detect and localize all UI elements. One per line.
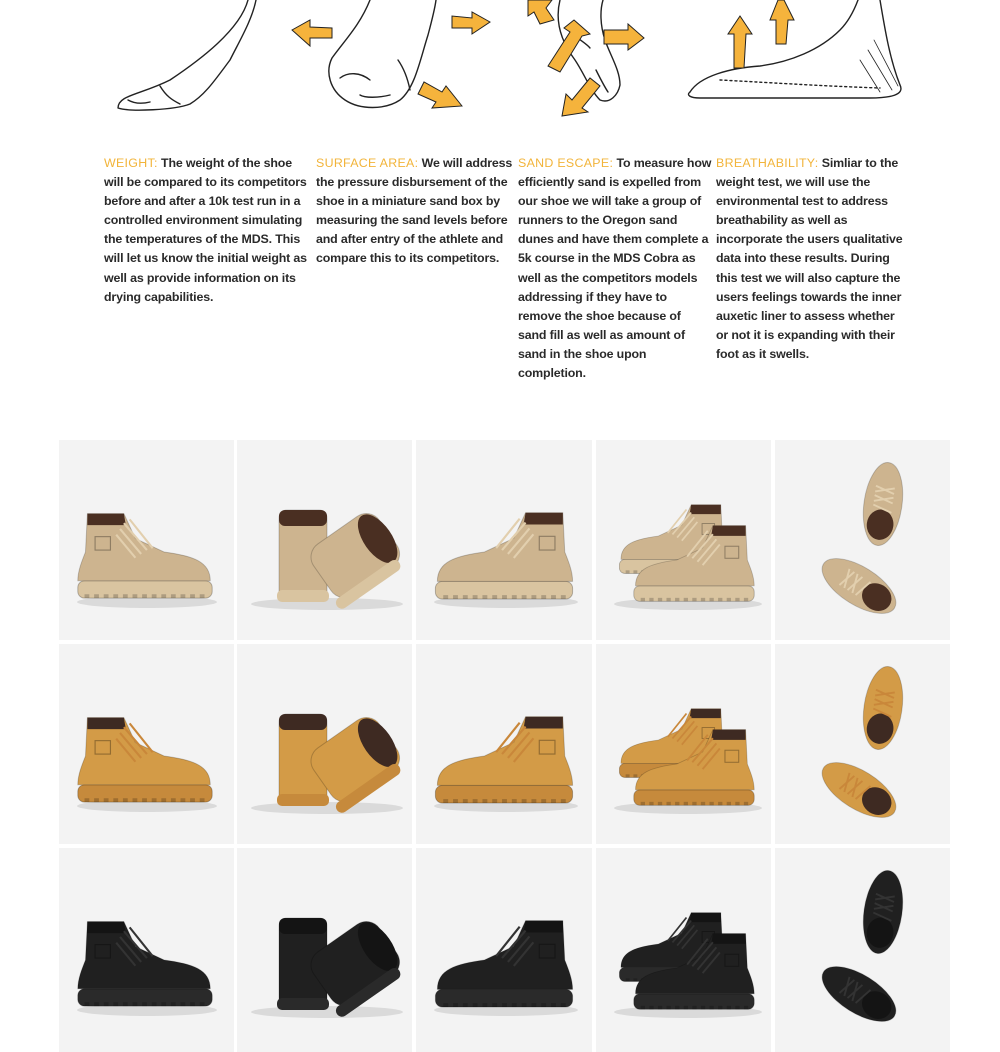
arrow-icon xyxy=(292,20,332,46)
black-boot-top-view xyxy=(775,848,950,1052)
arrow-icon xyxy=(728,16,752,68)
boot-shape xyxy=(78,922,212,1006)
foot-sketch-illustration xyxy=(0,0,1000,130)
boot-photo xyxy=(596,440,771,640)
boot-shape xyxy=(435,717,572,803)
sand-boot-pair-three-quarter-view xyxy=(596,440,771,640)
black-boot-heel-pair-view xyxy=(237,848,412,1052)
boot-shape xyxy=(858,868,907,956)
wheat-boot-side-view-right xyxy=(416,644,592,844)
sand-boot-heel-pair-view xyxy=(237,440,412,640)
weight-label: WEIGHT: xyxy=(104,156,158,170)
breathability-column: BREATHABILITY: Simliar to the weight test, we will use the environmental test to address breathability as well as incorporate the users qualitative data into these results. During this test we will also capture the users feelings towards the inner auxetic liner to assess whether or not it is expanding with their foot as it swells. xyxy=(716,156,903,361)
boot-photo xyxy=(237,848,412,1052)
boot-photo xyxy=(237,644,412,844)
boot-shape xyxy=(435,921,572,1007)
sand-escape-label: SAND ESCAPE: xyxy=(518,156,614,170)
boot-shape xyxy=(78,514,212,598)
arrow-icon xyxy=(604,24,644,50)
boot-photo xyxy=(59,440,234,640)
wheat-boot-pair-three-quarter-view xyxy=(596,644,771,844)
boot-photo-grid xyxy=(59,440,950,1052)
boot-shape xyxy=(858,664,907,752)
wheat-boot-top-view xyxy=(775,644,950,844)
black-boot-side-view-right xyxy=(416,848,592,1052)
arrow-icon xyxy=(562,78,600,116)
sand-boot-side-view-right xyxy=(416,440,592,640)
weight-column: WEIGHT: The weight of the shoe will be compared to its competitors before and after a 10k test run in a controlled environment simulating the temperatures of the MDS. This will let us know the initial weight as well as provide information on its drying capabilities. xyxy=(104,156,307,304)
boot-photo xyxy=(775,644,950,844)
boot-shape xyxy=(813,548,904,625)
arrow-icon xyxy=(770,0,794,44)
boot-photo xyxy=(59,848,234,1052)
boot-photo xyxy=(596,644,771,844)
boot-shape xyxy=(78,718,212,802)
boot-photo xyxy=(775,848,950,1052)
sand-boot-side-view xyxy=(59,440,234,640)
arrow-icon xyxy=(528,0,554,24)
boot-shape xyxy=(813,752,904,829)
boot-photo xyxy=(416,440,592,640)
sand-escape-column: SAND ESCAPE: To measure how efficiently sand is expelled from our shoe we will take a group of runners to the Oregon sand dunes and have them complete a 5k course in the MDS Cobra as well as the competitors models addressing if they have to remove the shoe because of sand fill as well as amount of sand in the shoe upon completion. xyxy=(518,156,712,381)
boot-shape xyxy=(435,513,572,599)
black-boot-side-view xyxy=(59,848,234,1052)
wheat-boot-heel-pair-view xyxy=(237,644,412,844)
boot-shape xyxy=(858,460,907,548)
boot-photo xyxy=(775,440,950,640)
arrow-icon xyxy=(452,12,490,34)
sand-boot-top-view xyxy=(775,440,950,640)
surface-area-label: SURFACE AREA: xyxy=(316,156,419,170)
boot-photo xyxy=(596,848,771,1052)
arrow-icon xyxy=(548,20,590,72)
breathability-label: BREATHABILITY: xyxy=(716,156,819,170)
black-boot-pair-three-quarter-view xyxy=(596,848,771,1052)
boot-photo xyxy=(416,848,592,1052)
foot-sketch-1 xyxy=(118,0,256,110)
test-method-columns xyxy=(0,154,1000,394)
boot-photo xyxy=(416,644,592,844)
boot-shape xyxy=(813,956,904,1033)
wheat-boot-side-view xyxy=(59,644,234,844)
arrow-icon xyxy=(418,82,462,108)
boot-photo xyxy=(237,440,412,640)
boot-photo xyxy=(59,644,234,844)
surface-area-column: SURFACE AREA: We will address the pressure disbursement of the shoe in a miniature sand box by measuring the sand levels before and after entry of the athlete and compare this to its competitors. xyxy=(316,156,513,266)
